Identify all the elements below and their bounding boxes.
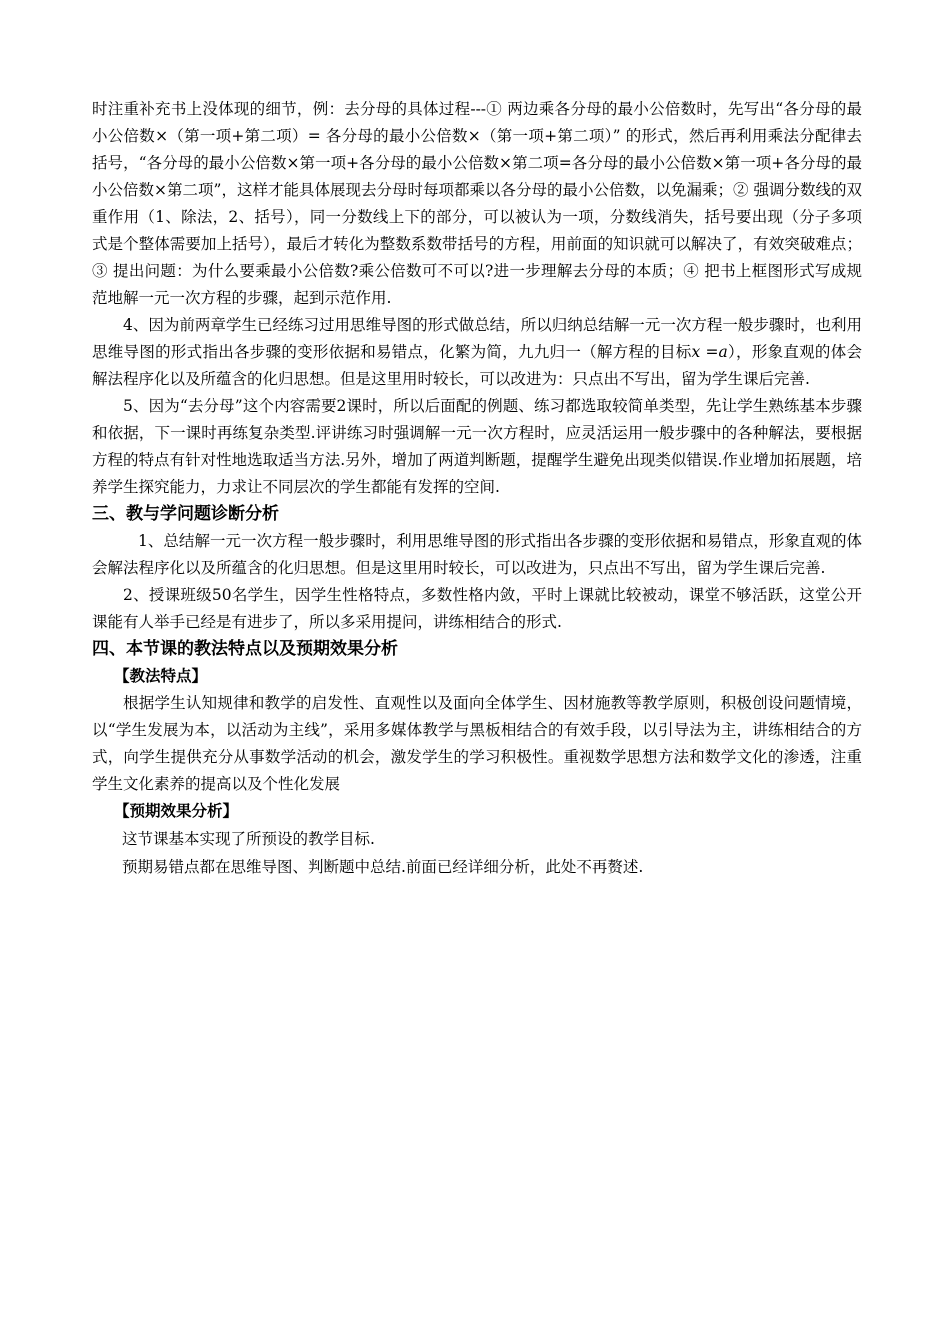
expected-effect-line-1: 这节课基本实现了所预设的教学目标. (122, 830, 375, 848)
paragraph-5: 5、因为“去分母”这个内容需要2课时，所以后面配的例题、练习都选取较简单类型，先让学生熟练基本步骤和依据，下一课时再练复杂类型.评讲练习时强调解一元一次方程时，应灵活运用一般步骤中的各种解法，要根据方程的特点有针对性地选取适当方法.另外，增加了两道判断题，提醒学生避免出现类似错误.作业增加拓展题，培养学生探究能力，力求让不同层次的学生都能有发挥的空间. (92, 397, 862, 496)
document-page (92, 96, 862, 881)
expected-effect-line-2: 预期易错点都在思维导图、判断题中总结.前面已经详细分析，此处不再赘述. (122, 858, 644, 876)
paragraph-4-text-after: ），形象直观的体会解法程序化以及所蕴含的化归思想。但是这里用时较长，可以改进为：只点出不写出，留为学生课后完善. (92, 343, 862, 388)
subheading-expected-effect: 【预期效果分析】 (114, 802, 239, 820)
teaching-method-paragraph: 根据学生认知规律和教学的启发性、直观性以及面向全体学生、因材施教等教学原则，积极创设问题情境，以“学生发展为本，以活动为主线”，采用多媒体教学与黑板相结合的有效手段，以引导法为主，讲练相结合的方式，向学生提供充分从事数学活动的机会，激发学生的学习积极性。重视数学思想方法和数学文化的渗透，注重学生文化素养的提高以及个性化发展 (92, 694, 862, 793)
paragraph-4-math: x =a (691, 343, 728, 361)
paragraph-4-text-before: 4、因为前两章学生已经练习过用思维导图的形式做总结，所以归纳总结解一元一次方程一般步骤时，也利用思维导图的形式指出各步骤的变形依据和易错点，化繁为简，九九归一（解方程的目标 (92, 316, 862, 361)
section-heading-3: 三、教与学问题诊断分析 (92, 504, 279, 524)
subheading-teaching-method: 【教法特点】 (114, 667, 208, 685)
section-3-paragraph-1: 1、总结解一元一次方程一般步骤时，利用思维导图的形式指出各步骤的变形依据和易错点，形象直观的体会解法程序化以及所蕴含的化归思想。但是这里用时较长，可以改进为，只点出不写出，留为学生课后完善. (92, 532, 862, 577)
section-3-paragraph-2: 2、授课班级50名学生，因学生性格特点，多数性格内敛，平时上课就比较被动，课堂不够活跃，这堂公开课能有人举手已经是有进步了，所以多采用提问，讲练相结合的形式. (92, 586, 862, 631)
paragraph-4 (92, 312, 862, 393)
section-heading-4: 四、本节课的教法特点以及预期效果分析 (92, 639, 398, 659)
paragraph-continuation: 时注重补充书上没体现的细节，例：去分母的具体过程---① 两边乘各分母的最小公倍数时，先写出“各分母的最小公倍数×（第一项+第二项）= 各分母的最小公倍数×（第一项+第二项）” 的形式，然后再利用乘法分配律去括号，“各分母的最小公倍数×第一项+各分母的最小公倍数×第二项=各分母的最小公倍数×第一项+各分母的最小公倍数×第二项”，这样才能具体展现去分母时每项都乘以各分母的最小公倍数，以免漏乘；② 强调分数线的双重作用（1、除法，2、括号），同一分数线上下的部分，可以被认为一项，分数线消失，括号要出现（分子多项式是个整体需要加上括号），最后才转化为整数系数带括号的方程，用前面的知识就可以解决了，有效突破难点；③ 提出问题：为什么要乘最小公倍数?乘公倍数可不可以?进一步理解去分母的本质；④ 把书上框图形式写成规范地解一元一次方程的步骤，起到示范作用. (92, 100, 862, 307)
